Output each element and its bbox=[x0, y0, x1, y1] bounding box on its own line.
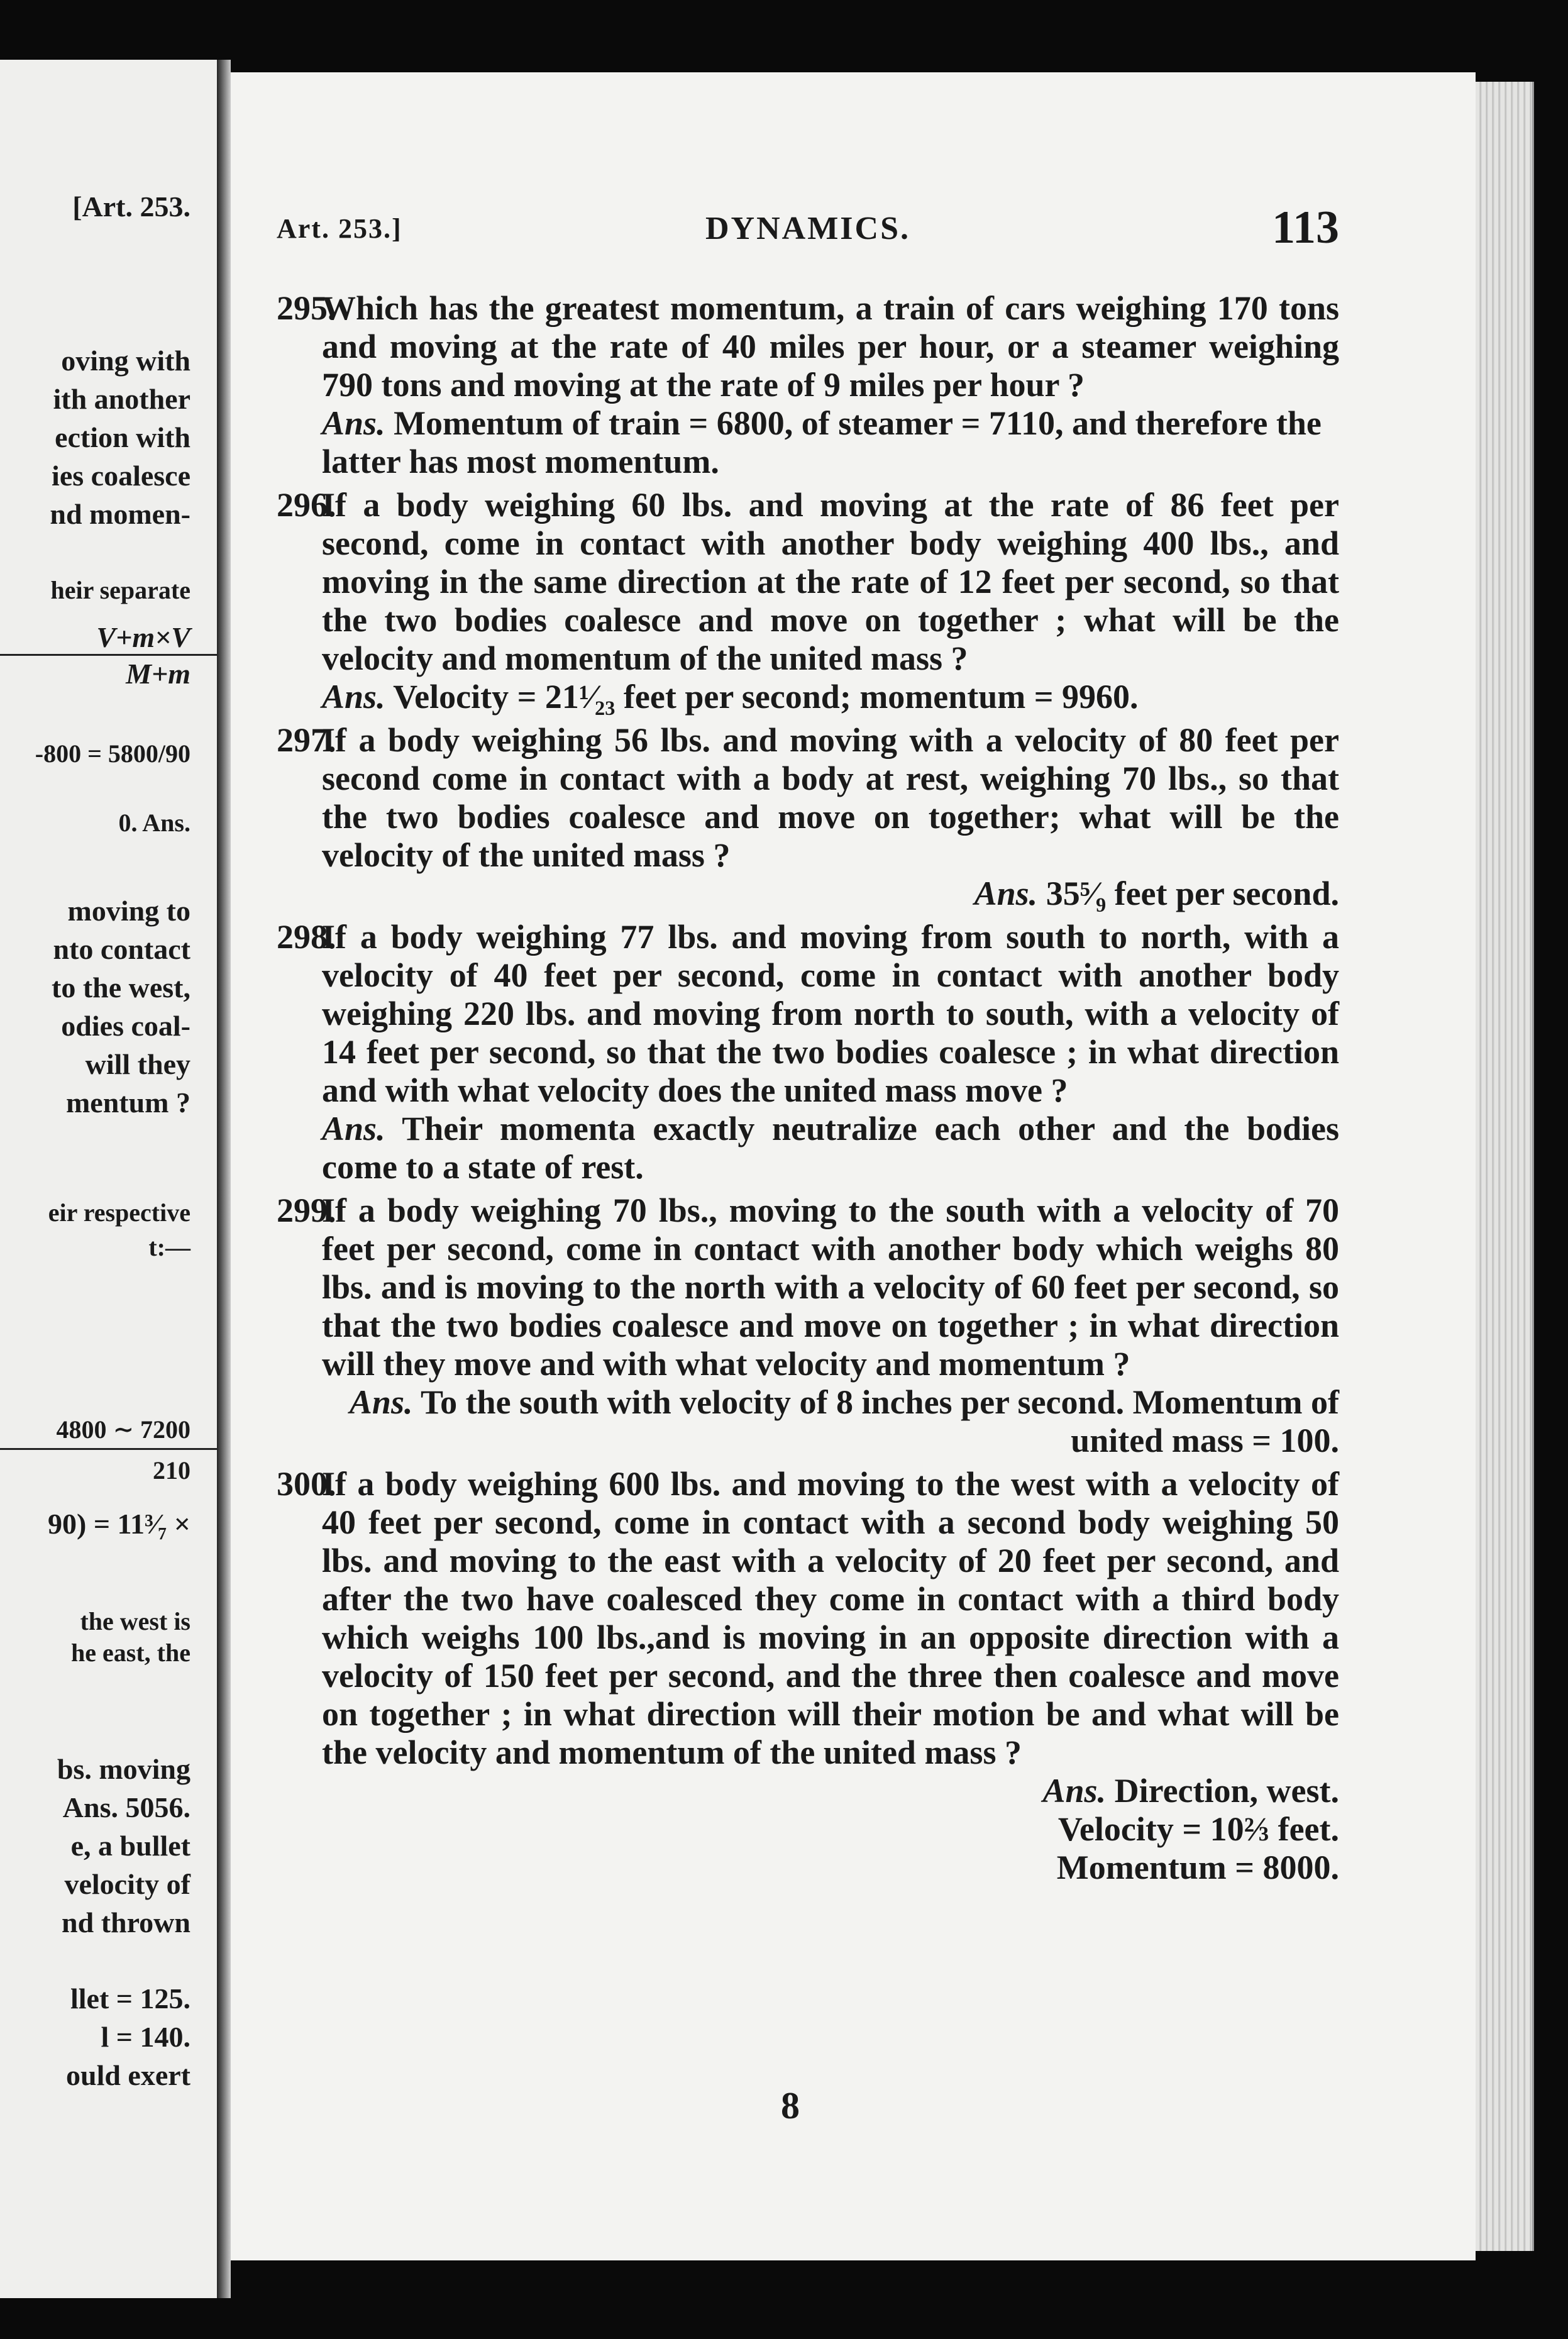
answer-text: Momentum of train = 6800, of steamer = 7110, and therefore the latter has most momentum. bbox=[322, 404, 1322, 480]
answer-line bbox=[322, 1772, 1339, 1810]
problem-text: If a body weighing 56 lbs. and moving with a velocity of 80 feet per second come in contact with a body at rest, weighing 70 lbs., so that the two bodies coalesce and move on together; what will be the velocity of the united mass ? bbox=[322, 721, 1339, 874]
signature-mark bbox=[0, 2084, 1568, 2128]
problem-number: 300. bbox=[277, 1465, 336, 1503]
left-fragment: the west is bbox=[80, 1607, 190, 1635]
answer-line bbox=[322, 678, 1339, 716]
problem-296 bbox=[277, 486, 1339, 716]
answer-label: Ans. bbox=[349, 1383, 413, 1421]
problem-number: 299. bbox=[277, 1192, 336, 1229]
problem-text: If a body weighing 70 lbs., moving to the south with a velocity of 70 feet per second, come in contact with another body which weighs 80 lbs. and is moving to the north with a velocity of 60 feet per second, so that the two bodies coalesce and move on together ; in what direction will they move and with what velocity and momentum ? bbox=[322, 1192, 1339, 1383]
answer-line bbox=[322, 1383, 1339, 1460]
left-fragment: bs. moving bbox=[57, 1753, 190, 1785]
answer-line bbox=[322, 1110, 1339, 1186]
left-fragment: eir respective bbox=[48, 1198, 190, 1227]
left-fragment: mentum ? bbox=[65, 1087, 190, 1119]
problem-295 bbox=[277, 289, 1339, 481]
page-title: DYNAMICS. bbox=[705, 211, 910, 246]
left-fragment: ies coalesce bbox=[52, 460, 190, 492]
problem-300 bbox=[277, 1465, 1339, 1887]
problem-number: 298. bbox=[277, 918, 336, 956]
left-fragment: nd thrown bbox=[62, 1906, 190, 1938]
answer-label: Ans. bbox=[322, 678, 385, 716]
left-fragment: ith another bbox=[53, 383, 190, 415]
left-fragment: 210 bbox=[153, 1456, 190, 1485]
page-edges bbox=[1476, 82, 1534, 2251]
left-fragment: M+m bbox=[0, 654, 217, 692]
answer-line-3: Momentum = 8000. bbox=[1056, 1849, 1339, 1886]
answer-label: Ans. bbox=[1042, 1772, 1107, 1810]
problem-text: If a body weighing 77 lbs. and moving from south to north, with a velocity of 40 feet per second, come in contact with another body weighing 220 lbs. and moving from north to south, with a velocity of 14 feet per second, so that the two bodies coalesce ; in what direction and with what velocity does the united mass move ? bbox=[322, 918, 1339, 1109]
answer-text: Direction, west. bbox=[1114, 1772, 1339, 1810]
left-fragment: to the west, bbox=[52, 971, 190, 1004]
answer-text: 35⁵⁄₉ feet per second. bbox=[1046, 875, 1339, 912]
left-fragment: moving to bbox=[67, 895, 190, 927]
left-fragment: nd momen- bbox=[50, 498, 190, 530]
left-fragment: he east, the bbox=[71, 1639, 190, 1667]
answer-text: Velocity = 21⁣¹⁄₂₃ feet per second; momentum = 9960. bbox=[393, 678, 1139, 716]
signature-number: 8 bbox=[781, 2085, 800, 2126]
problem-number: 295. bbox=[277, 289, 336, 327]
problem-299 bbox=[277, 1192, 1339, 1460]
left-fragment: ould exert bbox=[65, 2059, 190, 2091]
left-fragment: velocity of bbox=[64, 1868, 190, 1900]
left-fragment: llet = 125. bbox=[70, 1982, 190, 2015]
left-fragment: oving with bbox=[61, 345, 190, 377]
left-fragment: t:— bbox=[148, 1233, 190, 1261]
left-fragment: -800 = 5800/90 bbox=[35, 739, 190, 768]
book-gutter bbox=[217, 60, 231, 2298]
answer-line-2: Velocity = 10⅔ feet. bbox=[1057, 1810, 1339, 1848]
problem-number: 296. bbox=[277, 486, 336, 524]
problem-list bbox=[277, 289, 1339, 1892]
answer-label: Ans. bbox=[974, 875, 1038, 912]
answer-text: Their momenta exactly neutralize each other and the bodies come to a state of rest. bbox=[322, 1110, 1340, 1186]
left-fragment: nto contact bbox=[53, 933, 190, 965]
left-fragment: Ans. 5056. bbox=[62, 1791, 190, 1823]
left-fragment: odies coal- bbox=[61, 1010, 190, 1042]
left-fragment: 0. Ans. bbox=[118, 809, 190, 837]
answer-text: To the south with velocity of 8 inches per second. Momentum of united mass = 100. bbox=[421, 1383, 1339, 1459]
left-fragment: will they bbox=[85, 1048, 190, 1080]
left-fragment: 90) = 11³⁄₇ × bbox=[48, 1508, 190, 1540]
answer-line bbox=[322, 404, 1339, 481]
left-fragment: ection with bbox=[55, 421, 190, 453]
left-fragment: e, a bullet bbox=[70, 1830, 190, 1862]
problem-298 bbox=[277, 918, 1339, 1186]
problem-number: 297. bbox=[277, 721, 336, 759]
running-header bbox=[277, 201, 1339, 258]
answer-label: Ans. bbox=[322, 404, 385, 442]
answer-label: Ans. bbox=[322, 1110, 385, 1147]
page-number: 113 bbox=[1272, 202, 1339, 253]
left-fragment: V+m×V bbox=[96, 621, 190, 653]
left-fragment: heir separate bbox=[50, 576, 190, 604]
left-fragment: 4800 ∼ 7200 bbox=[0, 1412, 217, 1450]
problem-text: Which has the greatest momentum, a train of cars weighing 170 tons and moving at the rate of 40 miles per hour, or a steamer weighing 790 tons and moving at the rate of 9 miles per hour ? bbox=[322, 289, 1339, 404]
left-page bbox=[0, 60, 217, 2298]
left-fragment: [Art. 253. bbox=[72, 191, 190, 223]
problem-297 bbox=[277, 721, 1339, 913]
left-fragment: l = 140. bbox=[101, 2021, 190, 2053]
problem-text: If a body weighing 60 lbs. and moving at the rate of 86 feet per second, come in contact with another body weighing 400 lbs., and moving in the same direction at the rate of 12 feet per second, so that the two bodies coalesce and move on together ; what will be the velocity and momentum of the united mass ? bbox=[322, 486, 1339, 677]
problem-text: If a body weighing 600 lbs. and moving to the west with a velocity of 40 feet per second, come in contact with a second body weighing 50 lbs. and moving to the east with a velocity of 20 feet per second, and after the two have coalesced they come in contact with a third body which weighs 100 lbs.,and is moving in an opposite direction with a velocity of 150 feet per second, and the three then coalesce and move on together ; in what direction will their motion be and what will be the velocity and momentum of the united mass ? bbox=[322, 1465, 1339, 1771]
answer-line bbox=[322, 875, 1339, 913]
article-reference: Art. 253.] bbox=[277, 213, 402, 244]
